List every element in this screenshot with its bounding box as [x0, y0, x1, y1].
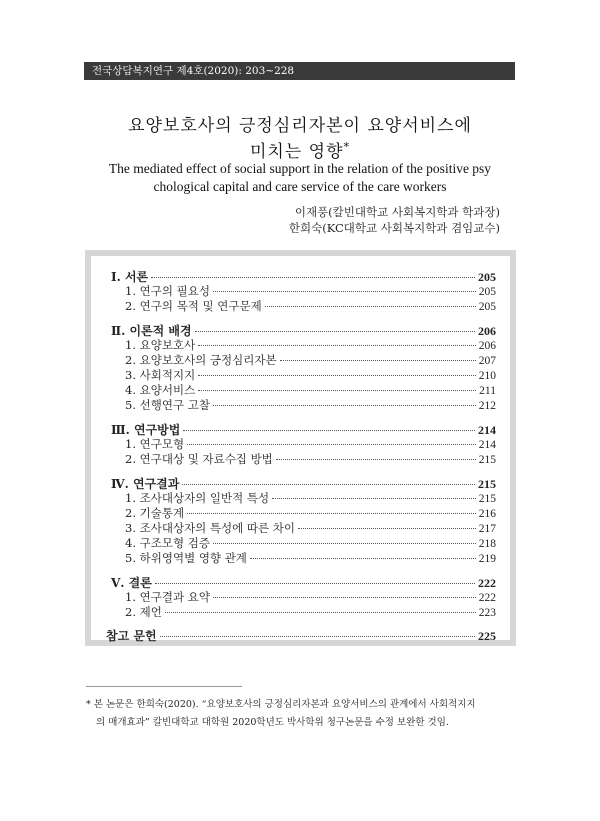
toc-leader-dots	[195, 331, 475, 332]
toc-label: 3. 사회적지지	[125, 368, 196, 382]
footnote	[86, 696, 516, 732]
toc-subsection	[125, 397, 496, 413]
toc-page-number: 222	[478, 592, 496, 604]
journal-header-bar	[84, 62, 515, 80]
toc-page-number: 207	[478, 355, 496, 367]
toc-label: 1. 조사대상자의 일반적 특성	[125, 491, 270, 505]
title-footnote-mark: *	[343, 140, 350, 154]
toc-page-number: 215	[478, 477, 496, 491]
footnote-line-2: 의 매개효과” 칼빈대학교 대학원 2020학년도 박사학위 청구논문을 수정 보완한 것임.	[96, 717, 449, 728]
table-of-contents	[91, 256, 510, 643]
author-1: 이재풍(칼빈대학교 사회복지학과 학과장)	[294, 205, 500, 219]
toc-subsection	[125, 337, 496, 353]
toc-label: Ⅲ. 연구방법	[111, 423, 181, 437]
toc-subsection	[125, 382, 496, 398]
english-title	[84, 160, 516, 196]
toc-page-number: 214	[478, 439, 496, 451]
toc-label: Ⅳ. 연구결과	[111, 477, 180, 491]
korean-title-line-1: 요양보호사의 긍정심리자본이 요양서비스에	[128, 116, 472, 136]
footnote-line-1: * 본 논문은 한희숙(2020). “요양보호사의 긍정심리자본과 요양서비스의 관계에서 사회적지지	[86, 699, 476, 710]
toc-page-number: 214	[478, 423, 496, 437]
toc-label: 4. 요양서비스	[125, 383, 196, 397]
toc-label: 참고 문헌	[106, 629, 157, 643]
toc-page-number: 206	[478, 324, 496, 338]
toc-leader-dots	[155, 583, 475, 584]
toc-leader-dots	[265, 306, 476, 307]
toc-label: Ⅴ. 결론	[111, 576, 152, 590]
toc-label: 2. 요양보호사의 긍정심리자본	[125, 353, 277, 367]
toc-leader-dots	[183, 430, 475, 431]
toc-label: 1. 연구결과 요약	[125, 590, 210, 604]
table-of-contents-frame	[85, 250, 516, 646]
toc-page-number: 211	[479, 385, 496, 397]
toc-label: 5. 하위영역별 영향 관계	[125, 551, 247, 565]
toc-subsection	[125, 367, 496, 383]
toc-label: 2. 연구대상 및 자료수집 방법	[125, 452, 273, 466]
toc-label: 1. 요양보호사	[125, 338, 196, 352]
author-2: 한희숙(KC대학교 사회복지학과 겸임교수)	[288, 221, 500, 235]
toc-leader-dots	[213, 597, 476, 598]
toc-leader-dots	[160, 636, 475, 637]
toc-leader-dots	[198, 390, 476, 391]
english-title-line-1: The mediated effect of social support in the relation of the positive psy	[108, 161, 492, 176]
journal-citation: 전국상담복지연구 제4호(2020): 203~228	[92, 65, 295, 77]
toc-page-number: 219	[478, 553, 496, 565]
toc-leader-dots	[280, 360, 476, 361]
toc-leader-dots	[187, 444, 476, 445]
toc-page-number: 217	[478, 523, 496, 535]
toc-page-number: 216	[478, 508, 496, 520]
toc-page-number: 205	[478, 301, 496, 313]
toc-subsection	[125, 535, 496, 551]
toc-subsection	[125, 283, 496, 299]
toc-leader-dots	[198, 375, 476, 376]
toc-label: 2. 제언	[125, 605, 162, 619]
footnote-divider	[86, 686, 242, 687]
toc-leader-dots	[198, 345, 476, 346]
toc-leader-dots	[187, 513, 476, 514]
toc-subsection	[125, 550, 496, 566]
toc-page-number: 206	[478, 340, 496, 352]
toc-leader-dots	[276, 459, 476, 460]
toc-leader-dots	[272, 498, 476, 499]
toc-label: Ⅰ. 서론	[111, 270, 149, 284]
korean-title-line-2	[0, 137, 600, 162]
toc-page-number: 205	[478, 270, 496, 284]
toc-page-number: 218	[478, 538, 496, 550]
toc-subsection	[125, 451, 496, 467]
toc-label: 2. 기술통계	[125, 506, 185, 520]
toc-page-number: 222	[478, 576, 496, 590]
toc-label: 1. 연구의 필요성	[125, 284, 210, 298]
toc-label: Ⅱ. 이론적 배경	[111, 324, 192, 338]
toc-leader-dots	[298, 528, 476, 529]
toc-subsection	[125, 589, 496, 605]
toc-subsection	[125, 505, 496, 521]
toc-page-number: 215	[478, 454, 496, 466]
toc-page-number: 205	[478, 286, 496, 298]
toc-label: 1. 연구모형	[125, 437, 185, 451]
toc-leader-dots	[165, 612, 476, 613]
toc-page-number: 215	[478, 493, 496, 505]
toc-leader-dots	[182, 484, 475, 485]
toc-subsection	[125, 352, 496, 368]
toc-leader-dots	[213, 291, 476, 292]
toc-leader-dots	[213, 543, 476, 544]
toc-label: 3. 조사대상자의 특성에 따른 차이	[125, 521, 296, 535]
toc-section	[106, 627, 496, 644]
toc-leader-dots	[213, 405, 476, 406]
toc-page-number: 223	[478, 607, 496, 619]
toc-page-number: 210	[478, 370, 496, 382]
toc-leader-dots	[250, 558, 476, 559]
korean-title-text: 미치는 영향	[249, 142, 344, 162]
toc-subsection	[125, 436, 496, 452]
toc-subsection	[125, 604, 496, 620]
toc-subsection	[125, 298, 496, 314]
toc-subsection	[125, 520, 496, 536]
toc-page-number: 212	[478, 400, 496, 412]
toc-subsection	[125, 490, 496, 506]
toc-label: 4. 구조모형 검증	[125, 536, 210, 550]
toc-page-number: 225	[478, 629, 496, 643]
toc-label: 2. 연구의 목적 및 연구문제	[125, 299, 262, 313]
toc-label: 5. 선행연구 고찰	[125, 398, 210, 412]
english-title-line-2: chological capital and care service of the care workers	[153, 179, 447, 194]
toc-leader-dots	[151, 277, 475, 278]
